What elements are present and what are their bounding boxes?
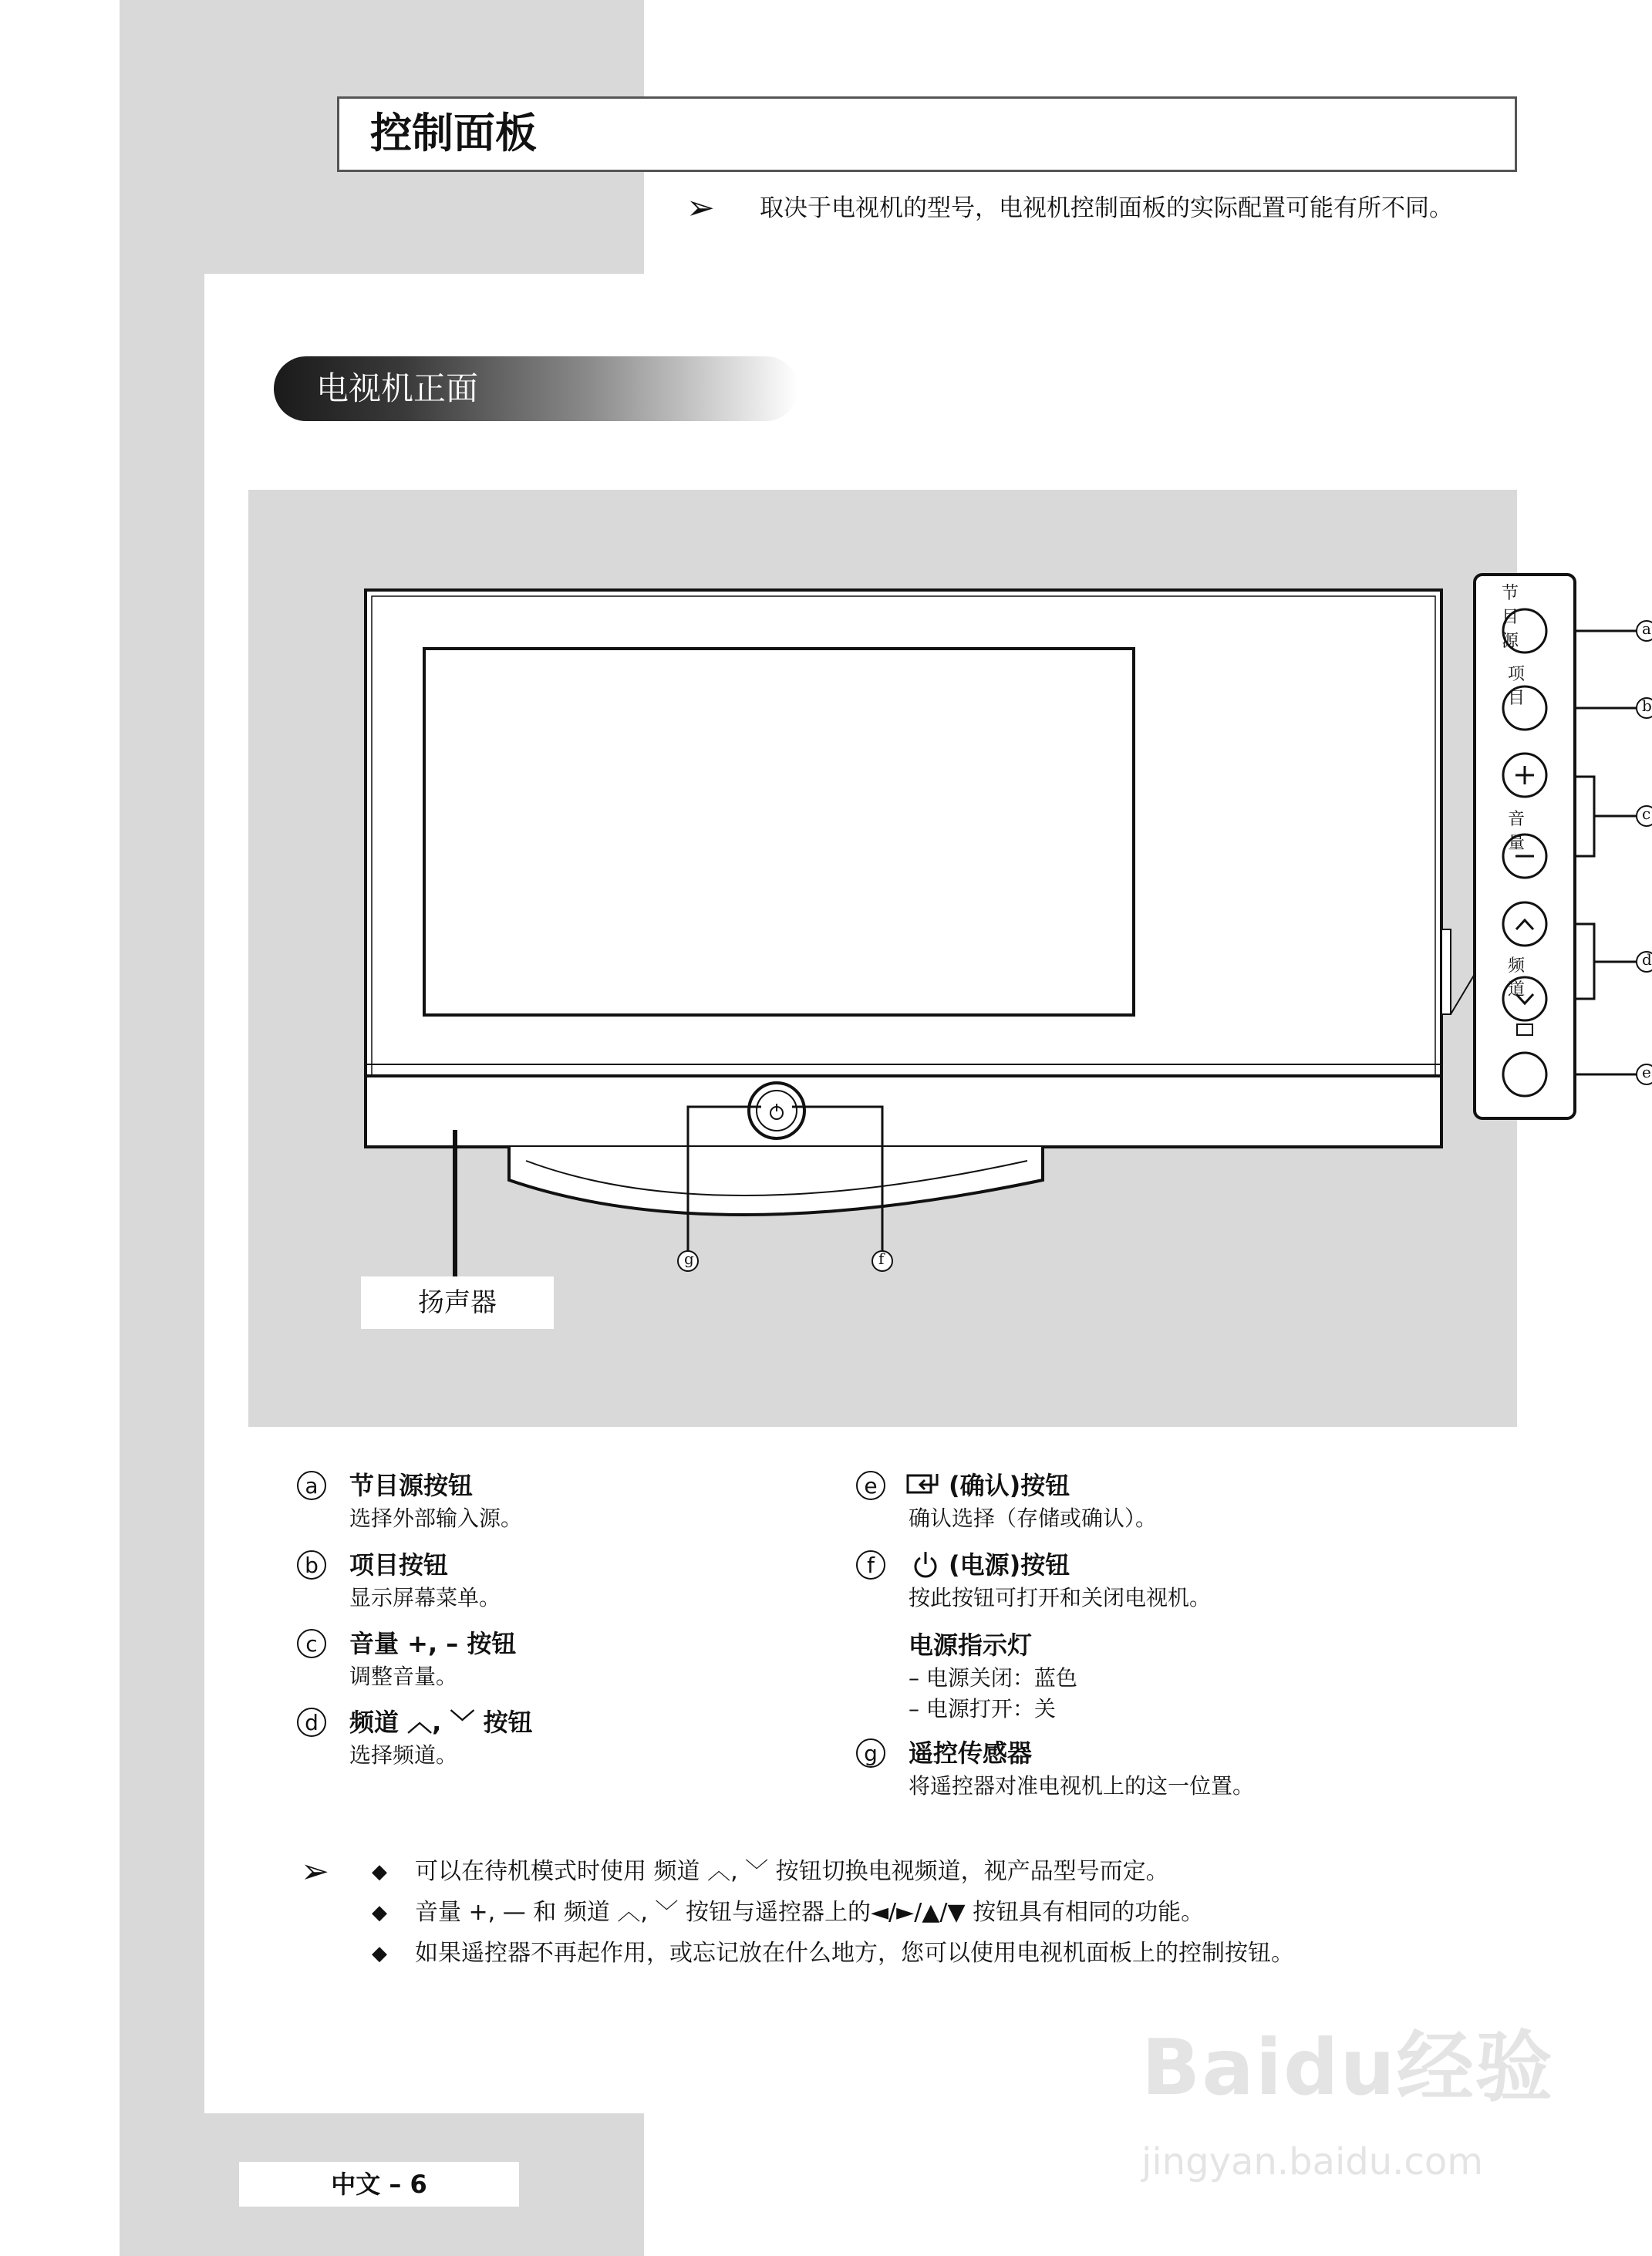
- callout-a: a: [1642, 619, 1651, 638]
- watermark-logo: Baidu经验: [1141, 2022, 1554, 2113]
- item-title: (确认)按钮: [949, 1471, 1070, 1500]
- item-desc: 调整音量。: [349, 1664, 458, 1689]
- note-line-2: 音量 +, — 和 频道 ︿, ﹀ 按钮与遥控器上的◄/►/▲/▼ 按钮具有相同的功能。: [415, 1899, 1205, 1926]
- note-line-3: 如果遥控器不再起作用，或忘记放在什么地方，您可以使用电视机面板上的控制按钮。: [415, 1940, 1294, 1967]
- item-desc: 确认选择（存储或确认）。: [909, 1506, 1158, 1531]
- power-indicator-on: – 电源打开：关: [909, 1696, 1056, 1722]
- item-desc: 选择外部输入源。: [349, 1506, 523, 1531]
- note-arrow-icon: ➢: [686, 188, 715, 228]
- power-indicator-title: 电源指示灯: [909, 1630, 1033, 1660]
- enter-icon: [906, 1472, 942, 1497]
- item-letter-d: d: [297, 1708, 326, 1737]
- item-letter-e: e: [856, 1471, 885, 1500]
- watermark-url: jingyan.baidu.com: [1141, 2140, 1483, 2183]
- power-indicator-off: – 电源关闭：蓝色: [909, 1665, 1077, 1691]
- callout-f: f: [878, 1249, 885, 1268]
- panel-label-menu: 项目: [1508, 665, 1526, 708]
- item-title: 遥控传感器: [909, 1738, 1033, 1768]
- panel-label-channel: 频道: [1508, 956, 1526, 1000]
- item-desc: 将遥控器对准电视机上的这一位置。: [909, 1773, 1255, 1799]
- item-title: 项目按钮: [349, 1550, 449, 1580]
- item-title: 音量 +, – 按钮: [349, 1629, 517, 1658]
- item-letter-c: c: [297, 1629, 326, 1658]
- panel-label-source: 节目源: [1502, 584, 1519, 651]
- callout-c: c: [1642, 804, 1651, 823]
- speaker-label: 扬声器: [418, 1287, 497, 1318]
- bullet-icon: ◆: [372, 1942, 387, 1965]
- item-desc: 选择频道。: [349, 1742, 458, 1768]
- callout-e: e: [1642, 1063, 1651, 1081]
- background-band-left: [120, 0, 204, 2256]
- page-number: 中文 – 6: [331, 2170, 427, 2199]
- item-title: 频道 ︿, ﹀ 按钮: [349, 1708, 533, 1737]
- callout-d: d: [1642, 950, 1652, 969]
- item-desc: 按此按钮可打开和关闭电视机。: [909, 1585, 1212, 1610]
- power-icon: [912, 1550, 939, 1580]
- callout-b: b: [1642, 696, 1652, 715]
- item-letter-g: g: [856, 1738, 885, 1768]
- item-letter-a: a: [297, 1471, 326, 1500]
- callout-g: g: [684, 1249, 694, 1268]
- bullet-icon: ◆: [372, 1901, 387, 1924]
- note-line-1: 可以在待机模式时使用 频道 ︿, ﹀ 按钮切换电视频道，视产品型号而定。: [415, 1858, 1169, 1885]
- item-desc: 显示屏幕菜单。: [349, 1585, 501, 1610]
- item-letter-b: b: [297, 1550, 326, 1580]
- page-title: 控制面板: [370, 109, 537, 157]
- item-title: 节目源按钮: [349, 1471, 474, 1500]
- item-title: (电源)按钮: [949, 1550, 1070, 1580]
- item-letter-f: f: [856, 1550, 885, 1580]
- bullet-icon: ◆: [372, 1860, 387, 1883]
- panel-label-volume: 音量: [1508, 810, 1526, 853]
- note-text: 取决于电视机的型号，电视机控制面板的实际配置可能有所不同。: [760, 194, 1453, 222]
- notes-arrow-icon: ➢: [301, 1852, 329, 1891]
- section-title: 电视机正面: [316, 369, 479, 407]
